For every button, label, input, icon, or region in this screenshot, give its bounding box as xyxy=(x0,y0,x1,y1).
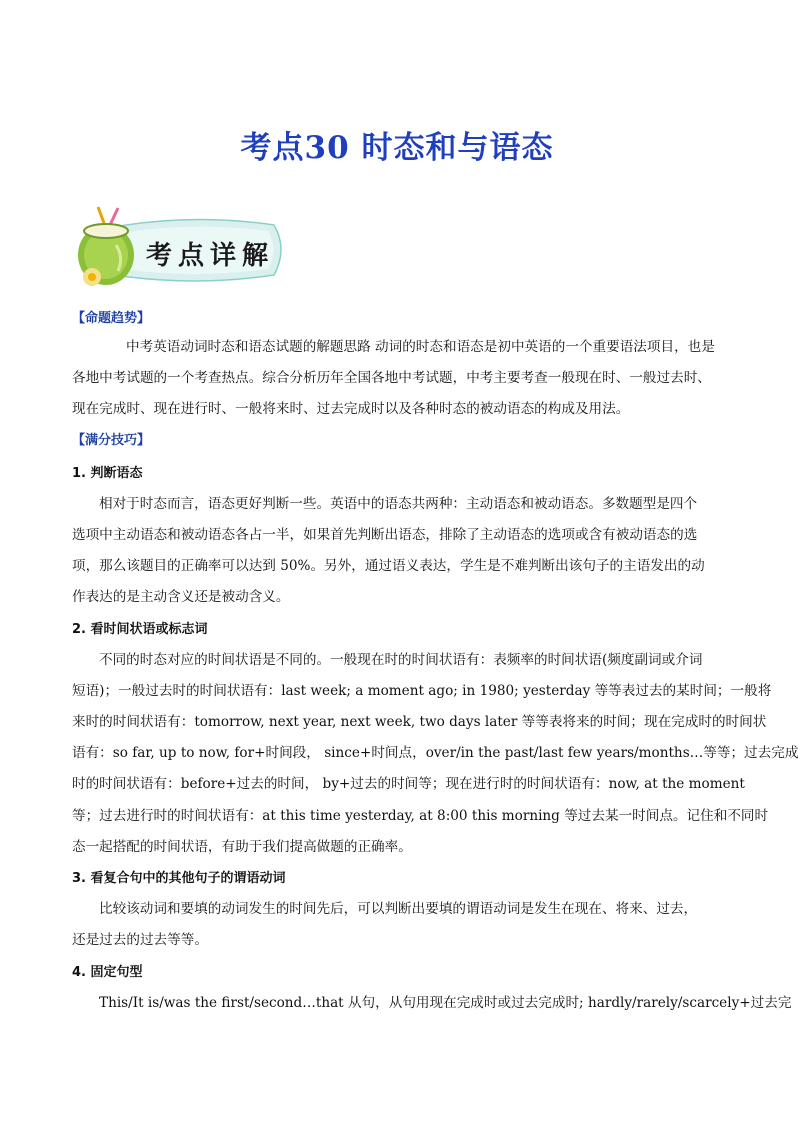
text-line: 短语)；一般过去时的时间状语有：last week; a moment ago; in 1980; yesterday 等等表过去的某时间；一般将 xyxy=(72,682,772,699)
text-line: 等；过去进行时的时间状语有：at this time yesterday, at 8:00 this morning 等过去某一时间点。记住和不同时 xyxy=(72,807,769,824)
text-line: 比较该动词和要填的动词发生的时间先后，可以判断出要填的谓语动词是发生在现在、将来、过去， xyxy=(99,901,698,918)
tip2-paragraph xyxy=(72,645,798,863)
coconut-drink-icon xyxy=(78,207,134,286)
text-line: 相对于时态而言，语态更好判断一些。英语中的语态共两种：主动语态和被动语态。多数题型是四个 xyxy=(99,495,698,512)
tip4-paragraph xyxy=(72,988,792,1019)
tip3-heading: 3. 看复合句中的其他句子的谓语动词 xyxy=(72,871,286,886)
trend-label: 【命题趋势】 xyxy=(72,311,151,326)
tip1-paragraph xyxy=(72,489,722,614)
trend-paragraph xyxy=(72,332,722,426)
tip1-heading: 1. 判断语态 xyxy=(72,465,143,481)
text-line: 现在完成时、现在进行时、一般将来时、过去完成时以及各种时态的被动语态的构成及用法。 xyxy=(72,401,630,418)
banner-text: 考点详解 xyxy=(146,241,275,271)
page-title: 考点30 时态和与语态 xyxy=(240,130,554,166)
tip3-paragraph xyxy=(72,894,722,956)
text-line: 各地中考试题的一个考查热点。综合分析历年全国各地中考试题，中考主要考查一般现在时、一般过去时、 xyxy=(72,370,711,387)
text-line: 时的时间状语有：before+过去的时间， by+过去的时间等；现在进行时的时间状语有：now, at the moment xyxy=(72,776,745,793)
text-line: 来时的时间状语有：tomorrow, next year, next week, two days later 等等表将来的时间；现在完成时的时间状 xyxy=(72,714,767,731)
text-line: 语有：so far, up to now, for+时间段， since+时间点，over/in the past/last few years/months…等等；过去完成 xyxy=(72,745,798,762)
tip2-heading: 2. 看时间状语或标志词 xyxy=(72,621,208,637)
document-body xyxy=(72,306,798,1019)
text-line: 还是过去的过去等等。 xyxy=(72,932,208,949)
text-line: 项，那么该题目的正确率可以达到 50%。另外，通过语义表达，学生是不难判断出该句子的主语发出的动 xyxy=(72,558,705,575)
text-line: 中考英语动词时态和语态试题的解题思路 动词的时态和语态是初中英语的一个重要语法项目，也是 xyxy=(126,339,715,355)
text-line: 态一起搭配的时间状语，有助于我们提高做题的正确率。 xyxy=(72,838,412,855)
text-line: 不同的时态对应的时间状语是不同的。一般现在时的时间状语有：表频率的时间状语(频度副词或介词 xyxy=(99,651,703,668)
text-line: This/It is/was the first/second…that 从句，从句用现在完成时或过去完成时; hardly/rarely/scarcely+过去完 xyxy=(99,994,792,1011)
section-banner xyxy=(74,205,288,293)
text-line: 选项中主动语态和被动语态各占一半，如果首先判断出语态，排除了主动语态的选项或含有被动语态的选 xyxy=(72,526,698,543)
tips-label: 【满分技巧】 xyxy=(72,432,151,448)
text-line: 作表达的是主动含义还是被动含义。 xyxy=(72,589,290,606)
tip4-heading: 4. 固定句型 xyxy=(72,964,143,980)
